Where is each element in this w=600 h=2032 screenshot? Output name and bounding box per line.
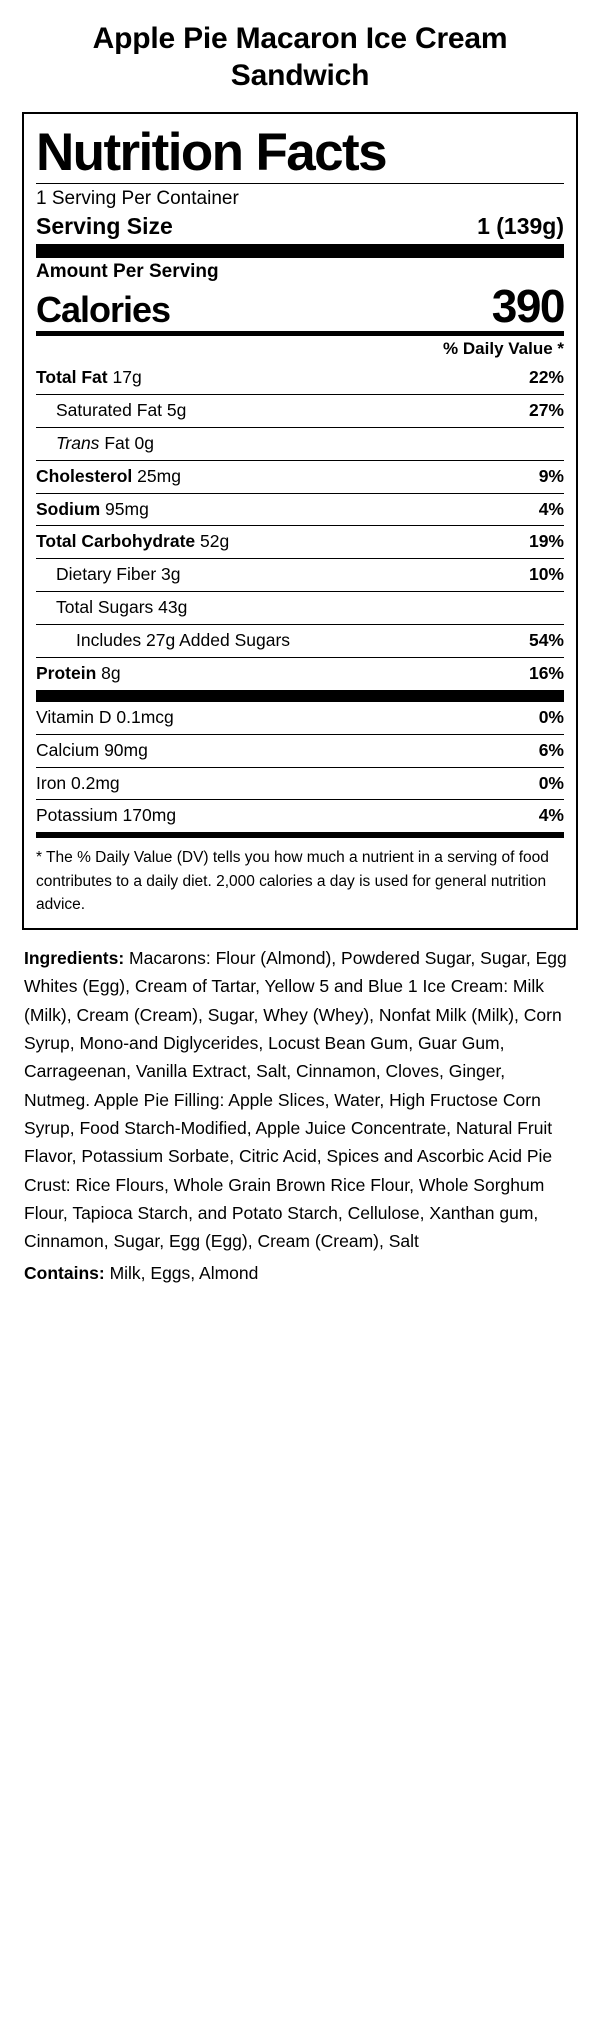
nutrient-row — [36, 591, 564, 624]
nutrient-name-text: Cholesterol — [36, 465, 133, 486]
micronutrient-daily-value: 6% — [538, 739, 564, 760]
page-title: Apple Pie Macaron Ice Cream Sandwich — [92, 22, 508, 93]
servings-per-container: 1 Serving Per Container — [36, 188, 239, 210]
nutrient-daily-value: 19% — [528, 531, 564, 552]
nutrient-name-text: Trans — [56, 432, 100, 453]
micronutrient-row — [36, 799, 564, 832]
daily-value-header: % Daily Value * — [443, 339, 564, 359]
divider-thick-1 — [36, 690, 564, 702]
serving-size-value: 1 (139g) — [477, 213, 564, 240]
nutrient-amount: 5g — [166, 399, 187, 420]
micronutrient-name: Iron 0.2mg — [36, 772, 120, 793]
contains-block — [22, 1256, 578, 1286]
nutrient-name-text: Saturated Fat — [56, 399, 163, 420]
nutrient-daily-value: 9% — [538, 465, 564, 486]
micronutrient-daily-value: 4% — [538, 805, 564, 826]
nutrient-row — [36, 362, 564, 394]
calories-row — [36, 280, 564, 333]
micronutrient-rows — [36, 702, 564, 833]
nutrient-daily-value: 4% — [538, 498, 564, 519]
nutrient-amount: Fat 0g — [104, 432, 154, 453]
nutrient-name-text: Includes 27g Added Sugars — [76, 630, 291, 651]
nutrient-name-text: Total Fat — [36, 367, 108, 388]
nutrient-name-text: Protein — [36, 662, 97, 683]
nutrient-row — [36, 558, 564, 591]
nutrient-name-text: Total Carbohydrate — [36, 531, 196, 552]
nutrient-amount: 3g — [161, 564, 181, 585]
daily-value-footnote: * The % Daily Value (DV) tells you how much a nutrient in a serving of food contributes to a daily diet. 2,000 calories a day is used for general nutrition advice. — [36, 832, 564, 918]
nutrient-amount: 95mg — [105, 498, 149, 519]
nutrient-daily-value: 22% — [528, 367, 564, 388]
micronutrient-row — [36, 767, 564, 800]
nutrient-row — [36, 427, 564, 460]
nutrient-name — [36, 466, 181, 488]
nutrient-amount: 8g — [101, 662, 121, 683]
nutrient-name — [36, 531, 229, 553]
nutrient-amount: 25mg — [137, 465, 181, 486]
nutrient-amount: 43g — [158, 597, 188, 618]
calories-label: Calories — [36, 289, 171, 331]
nutrient-name — [36, 499, 149, 521]
ingredients-block — [22, 934, 578, 1256]
ingredients-text: Macarons: Flour (Almond), Powdered Sugar, Sugar, Egg Whites (Egg), Cream of Tartar, Yellow 5 and Blue 1 Ice Cream: Milk (Milk), Cream (Cream), Sugar, Whey (Whey), Nonfat Milk (Milk), Corn Syrup, Mono-and Diglycerides, Locust Bean Gum, Guar Gum, Carrageenan, Vanilla Extract, Salt, Cinnamon, Cloves, Ginger, Nutmeg. Apple Pie Filling: Apple Slices, Water, High Fructose Corn Syrup, Food Starch-Modified, Apple Juice Concentrate, Natural Fruit Flavor, Potassium Sorbate, Citric Acid, Spices and Ascorbic Acid Pie Crust: Rice Flours, Whole Grain Brown Rice Flour, Whole Sorghum Flour, Tapioca Starch, and Potato Starch, Cellulose, Xanthan gum, Cinnamon, Sugar, Egg (Egg), Cream (Cream), Salt — [24, 948, 567, 1252]
micronutrient-daily-value: 0% — [538, 706, 564, 727]
contains-text: Milk, Eggs, Almond — [104, 1262, 259, 1283]
nutrient-name-text: Sodium — [36, 498, 101, 519]
nutrient-daily-value: 16% — [528, 662, 564, 683]
micronutrient-name: Calcium 90mg — [36, 739, 148, 760]
micronutrient-name: Potassium 170mg — [36, 805, 177, 826]
nutrient-row — [36, 657, 564, 690]
nutrient-amount: 52g — [200, 531, 230, 552]
serving-size-label: Serving Size — [36, 213, 173, 240]
nutrition-facts-heading: Nutrition Facts — [36, 123, 386, 183]
nutrient-name-text: Dietary Fiber — [56, 564, 157, 585]
nutrition-facts-panel — [22, 112, 578, 930]
nutrient-name — [76, 630, 290, 652]
nutrient-name — [56, 433, 154, 455]
nutrient-row — [36, 493, 564, 526]
nutrient-name-text: Total Sugars — [56, 597, 154, 618]
nutrient-amount: 17g — [112, 367, 142, 388]
nutrient-rows — [36, 362, 564, 690]
micronutrient-daily-value: 0% — [538, 772, 564, 793]
nutrient-row — [36, 624, 564, 657]
nutrient-name — [36, 367, 142, 389]
nutrient-row — [36, 525, 564, 558]
micronutrient-name: Vitamin D 0.1mcg — [36, 706, 174, 727]
nutrient-row — [36, 460, 564, 493]
micronutrient-row — [36, 734, 564, 767]
nutrient-daily-value: 27% — [528, 399, 564, 420]
nutrient-name — [56, 564, 181, 586]
nutrient-name — [36, 663, 121, 685]
calories-value: 390 — [491, 280, 564, 333]
nutrient-name — [56, 400, 186, 422]
nutrient-daily-value: 54% — [528, 630, 564, 651]
nutrient-row — [36, 394, 564, 427]
nutrient-name — [56, 597, 187, 619]
contains-label: Contains: — [24, 1262, 105, 1283]
micronutrient-row — [36, 702, 564, 734]
divider-black-bar-1 — [36, 244, 564, 258]
amount-per-serving-label: Amount Per Serving — [36, 261, 219, 283]
serving-size-row — [36, 213, 564, 244]
ingredients-label: Ingredients: — [24, 948, 125, 969]
nutrient-daily-value: 10% — [528, 564, 564, 585]
